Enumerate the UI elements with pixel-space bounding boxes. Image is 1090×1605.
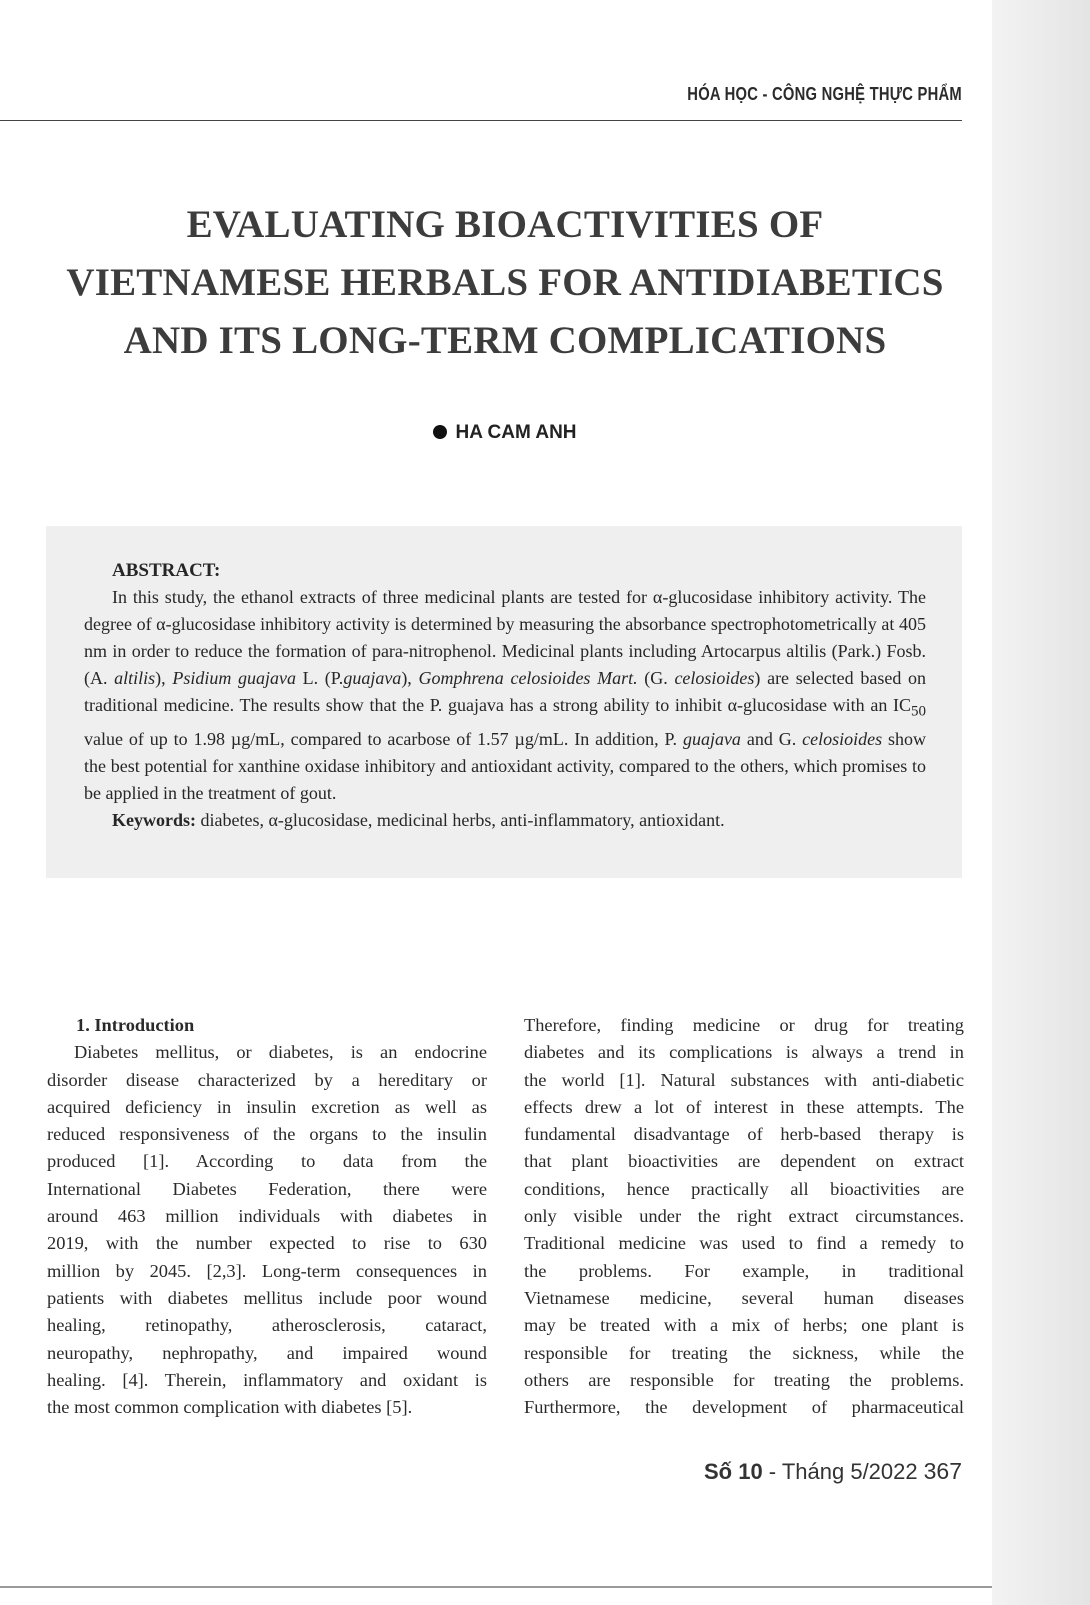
text-line: International Diabetes Federation, there were	[47, 1178, 487, 1199]
abstract-text-part: value of up to 1.98 µg/mL, compared to acarbose of 1.57 µg/mL. In addition, P.	[84, 728, 683, 749]
bottom-rule	[0, 1586, 992, 1588]
body-column-right	[524, 1012, 964, 1421]
text-line: only visible under the right extract circumstances.	[524, 1206, 964, 1227]
text-line: diabetes and its complications is always a trend in	[524, 1042, 964, 1063]
text-line: Furthermore, the development of pharmaceutical	[524, 1397, 964, 1418]
text-line: healing. [4]. Therein, inflammatory and oxidant is	[47, 1369, 487, 1390]
abstract-text	[84, 584, 926, 807]
keywords-label: Keywords:	[112, 809, 196, 830]
text-line: may be treated with a mix of herbs; one plant is	[524, 1315, 964, 1336]
text-line: 2019, with the number expected to rise to 630	[47, 1233, 487, 1254]
page-number: 367	[923, 1458, 962, 1484]
author-name: HA CAM ANH	[455, 422, 577, 443]
title-line-3: AND ITS LONG-TERM COMPLICATIONS	[123, 319, 887, 362]
abstract-text-part: ),	[155, 668, 173, 688]
text-line: others are responsible for treating the problems.	[524, 1369, 964, 1390]
abstract-text-part: ),	[401, 668, 419, 688]
text-line: around 463 million individuals with diabetes in	[47, 1206, 487, 1227]
issue-number: Số 10	[703, 1459, 763, 1484]
keywords-line	[84, 807, 926, 834]
species-name: guajava	[343, 668, 402, 688]
text-line: Therefore, finding medicine or drug for treating	[524, 1015, 964, 1035]
text-line: effects drew a lot of interest in these attempts. The	[524, 1096, 964, 1117]
abstract-text-part: (G.	[637, 668, 675, 688]
abstract-text-part: and G.	[740, 728, 803, 749]
text-line: the problems. For example, in traditional	[524, 1260, 964, 1281]
species-name: Psidium guajava	[172, 668, 296, 688]
species-name: guajava	[682, 728, 741, 749]
text-line: conditions, hence practically all bioactivities are	[524, 1178, 964, 1199]
species-name: celosioides	[802, 728, 883, 749]
text-line: healing, retinopathy, atherosclerosis, cataract,	[47, 1315, 487, 1336]
abstract-text-part: show the best potential for xanthine oxidase inhibitory and antioxidant activity, compared to the others, which promises to be applied in the treatment of gout.	[84, 728, 926, 803]
intro-paragraph-left	[47, 1039, 487, 1421]
page-footer	[704, 1458, 962, 1485]
species-name: altilis	[114, 668, 156, 688]
text-line: disorder disease characterized by a hereditary or	[47, 1069, 487, 1090]
title-line-2: VIETNAMESE HERBALS FOR ANTIDIABETICS	[66, 261, 944, 304]
abstract-box	[46, 526, 962, 878]
text-line: Diabetes mellitus, or diabetes, is an endocrine	[74, 1042, 487, 1063]
text-line: responsible for treating the sickness, while the	[524, 1342, 964, 1363]
text-line: produced [1]. According to data from the	[47, 1151, 487, 1172]
text-line: neuropathy, nephropathy, and impaired wound	[47, 1342, 487, 1363]
bullet-icon	[433, 425, 447, 439]
text-line: that plant bioactivities are dependent on extract	[524, 1151, 964, 1172]
text-line: million by 2045. [2,3]. Long-term consequences in	[47, 1260, 487, 1281]
subscript: 50	[911, 703, 926, 720]
section-heading: 1. Introduction	[76, 1015, 195, 1035]
issue-date: - Tháng 5/2022	[762, 1459, 918, 1484]
text-line: the world [1]. Natural substances with anti-diabetic	[524, 1069, 964, 1090]
title-line-1: EVALUATING BIOACTIVITIES OF	[186, 203, 824, 246]
abstract-text-part: In this study, the ethanol extracts of three medicinal plants are tested for α-glucosidase inhibitory activity. The degree of α-glucosidase inhibitory activity is determined by measuring the absorbance spectrophotometrically at 405 nm in order to reduce the formation of para-nitrophenol. Medicinal plants including Artocarpus altilis (Park.) Fosb. (A.	[84, 587, 926, 688]
paper-title	[0, 196, 1010, 370]
text-line: Vietnamese medicine, several human diseases	[524, 1287, 964, 1308]
keywords-text: diabetes, α-glucosidase, medicinal herbs, anti-inflammatory, antioxidant.	[196, 809, 725, 830]
text-line: patients with diabetes mellitus include poor wound	[47, 1287, 487, 1308]
body-column-left	[47, 1012, 487, 1421]
species-name: Gomphrena celosioides Mart.	[418, 668, 638, 688]
text-line: acquired deficiency in insulin excretion as well as	[47, 1096, 487, 1117]
section-label: HÓA HỌC - CÔNG NGHỆ THỰC PHẨM	[687, 84, 962, 104]
running-header	[0, 78, 962, 121]
species-name: celosioides	[674, 668, 755, 688]
text-line: fundamental disadvantage of herb-based therapy is	[524, 1124, 964, 1145]
text-line: reduced responsiveness of the organs to the insulin	[47, 1124, 487, 1145]
abstract-content	[84, 558, 926, 834]
author-line	[0, 422, 1010, 444]
text-line: Traditional medicine was used to find a remedy to	[524, 1233, 964, 1254]
abstract-text-part: L. (P.	[295, 668, 344, 688]
abstract-text-part: ) are selected based on traditional medicine. The results show that the P. guajava has a strong ability to inhibit α-glucosidase with an IC	[84, 668, 926, 715]
abstract-heading: ABSTRACT:	[112, 560, 221, 581]
text-line: the most common complication with diabetes [5].	[47, 1397, 413, 1418]
